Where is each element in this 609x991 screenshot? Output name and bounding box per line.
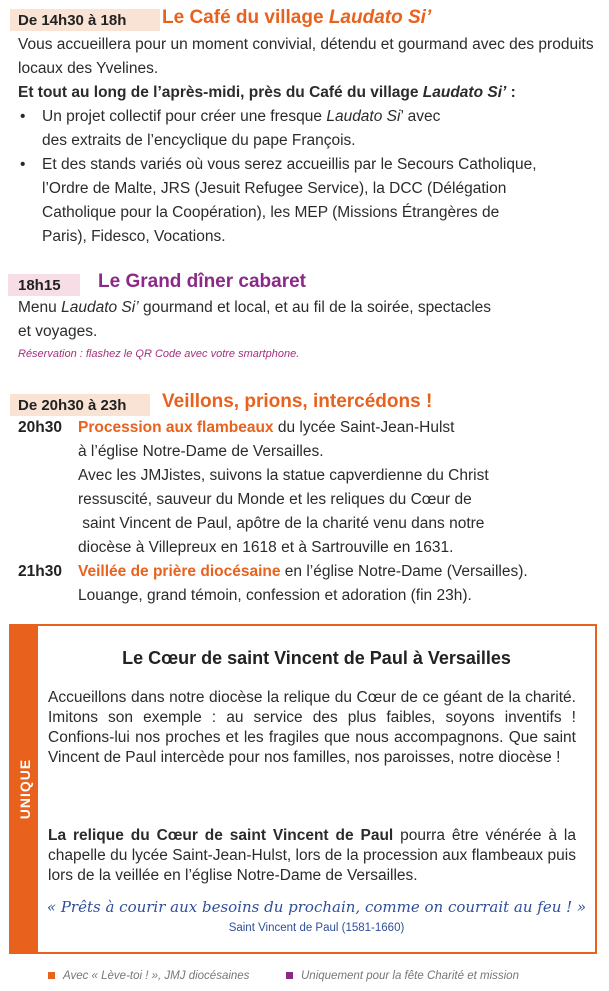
section1-title-text: Le Café du village (162, 7, 329, 28)
veillee-rest: en l’église Notre-Dame (Versailles). (280, 563, 528, 580)
section1-title-em: Laudato Si’ (328, 7, 432, 28)
bullet2-line: Paris), Fidesco, Vocations. (42, 228, 226, 245)
orange-square-icon (48, 972, 55, 979)
section1-title (162, 7, 431, 29)
procession-detail: saint Vincent de Paul, apôtre de la charité venu dans notre (78, 515, 485, 532)
box-para2-bold: La relique du Cœur de saint Vincent de Paul (48, 827, 394, 844)
veillee-title: Veillée de prière diocésaine (78, 563, 281, 580)
bullet1-line2: des extraits de l’encyclique du pape François. (42, 132, 356, 149)
unique-sidebar (11, 626, 38, 952)
procession-detail: diocèse à Villepreux en 1618 et à Sartrouville en 1631. (78, 539, 454, 556)
section2-title: Le Grand dîner cabaret (98, 271, 307, 292)
purple-square-icon (286, 972, 293, 979)
box-title: Le Cœur de saint Vincent de Paul à Versailles (122, 648, 511, 668)
legend-item-jmj (48, 970, 249, 982)
procession-detail: Avec les JMJistes, suivons la statue capverdienne du Christ (78, 467, 489, 484)
section2-line1-post: gourmand et local, et au fil de la soirée, spectacles (138, 299, 492, 316)
bullet1-em: Laudato Si (326, 108, 401, 125)
bullet2-line: Et des stands variés où vous serez accueillis par le Secours Catholique, (42, 156, 537, 173)
box-para2-rest: pourra être vénérée à la chapelle du lycée Saint-Jean-Hulst, lors de la procession aux flambeaux puis lors de la veillée en l’église Notre-Dame de Versailles. (48, 827, 576, 884)
bold-line-post: : (506, 84, 516, 101)
procession-line (78, 416, 454, 440)
section3-title: Veillons, prions, intercédons ! (162, 391, 433, 412)
unique-label: UNIQUE (16, 758, 33, 820)
procession-detail: ressuscité, sauveur du Monde et les reliques du Cœur de (78, 491, 472, 508)
legend-item-fete (286, 970, 519, 982)
box-para2 (48, 826, 576, 886)
bold-line-em: Laudato Si’ (422, 84, 507, 101)
bullet-dot: • (20, 108, 26, 125)
relic-box (9, 624, 597, 954)
box-para1: Accueillons dans notre diocèse la relique du Cœur de ce géant de la charité. Imitons son exemple : au service des plus faibles, soyons inventifs ! Confions-lui nos proches et les fragiles que nous accompagnons. Que saint Vincent de Paul intercède pour nos familles, nos paroisses, notre diocèse ! (48, 689, 576, 766)
procession-time: 20h30 (18, 419, 62, 436)
section2-line2: et voyages. (18, 323, 98, 340)
section2-line1 (18, 296, 491, 320)
section2-line1-pre: Menu (18, 299, 62, 316)
procession-rest: du lycée Saint-Jean-Hulst (273, 419, 455, 436)
bullet1-pre: Un projet collectif pour créer une fresque (42, 108, 327, 125)
section3-time: De 20h30 à 23h (18, 397, 127, 414)
section1-bold-line (18, 81, 516, 105)
legend-item1-text: Avec « Lève-toi ! », JMJ diocésaines (63, 970, 250, 982)
bullet2-line: Catholique pour la Coopération), les MEP (Missions Étrangères de (42, 204, 500, 221)
bullet1-line1 (42, 105, 440, 129)
veillee-line (78, 560, 528, 584)
quote: « Prêts à courir aux besoins du prochain, comme on courrait au feu ! » (46, 898, 587, 916)
bullet2-line: l’Ordre de Malte, JRS (Jesuit Refugee Service), la DCC (Délégation (42, 180, 507, 197)
reservation-note: Réservation : flashez le QR Code avec votre smartphone. (18, 348, 300, 360)
quote-author: Saint Vincent de Paul (1581-1660) (228, 922, 405, 934)
section1-time: De 14h30 à 18h (18, 12, 127, 29)
legend-item2-text: Uniquement pour la fête Charité et mission (301, 970, 519, 982)
bullet1-post: ’ avec (400, 108, 441, 125)
veillee-time: 21h30 (18, 563, 62, 580)
veillee-detail: Louange, grand témoin, confession et adoration (fin 23h). (78, 587, 472, 604)
section2-time: 18h15 (18, 277, 61, 294)
procession-title: Procession aux flambeaux (78, 419, 274, 436)
procession-detail: à l’église Notre-Dame de Versailles. (78, 443, 324, 460)
section2-line1-em: Laudato Si’ (61, 299, 139, 316)
bold-line-text: Et tout au long de l’après-midi, près du Café du village (18, 84, 423, 101)
bullet-dot: • (20, 156, 26, 173)
section1-body: Vous accueillera pour un moment convivial, détendu et gourmand avec des produits locaux des Yvelines. (18, 36, 594, 77)
